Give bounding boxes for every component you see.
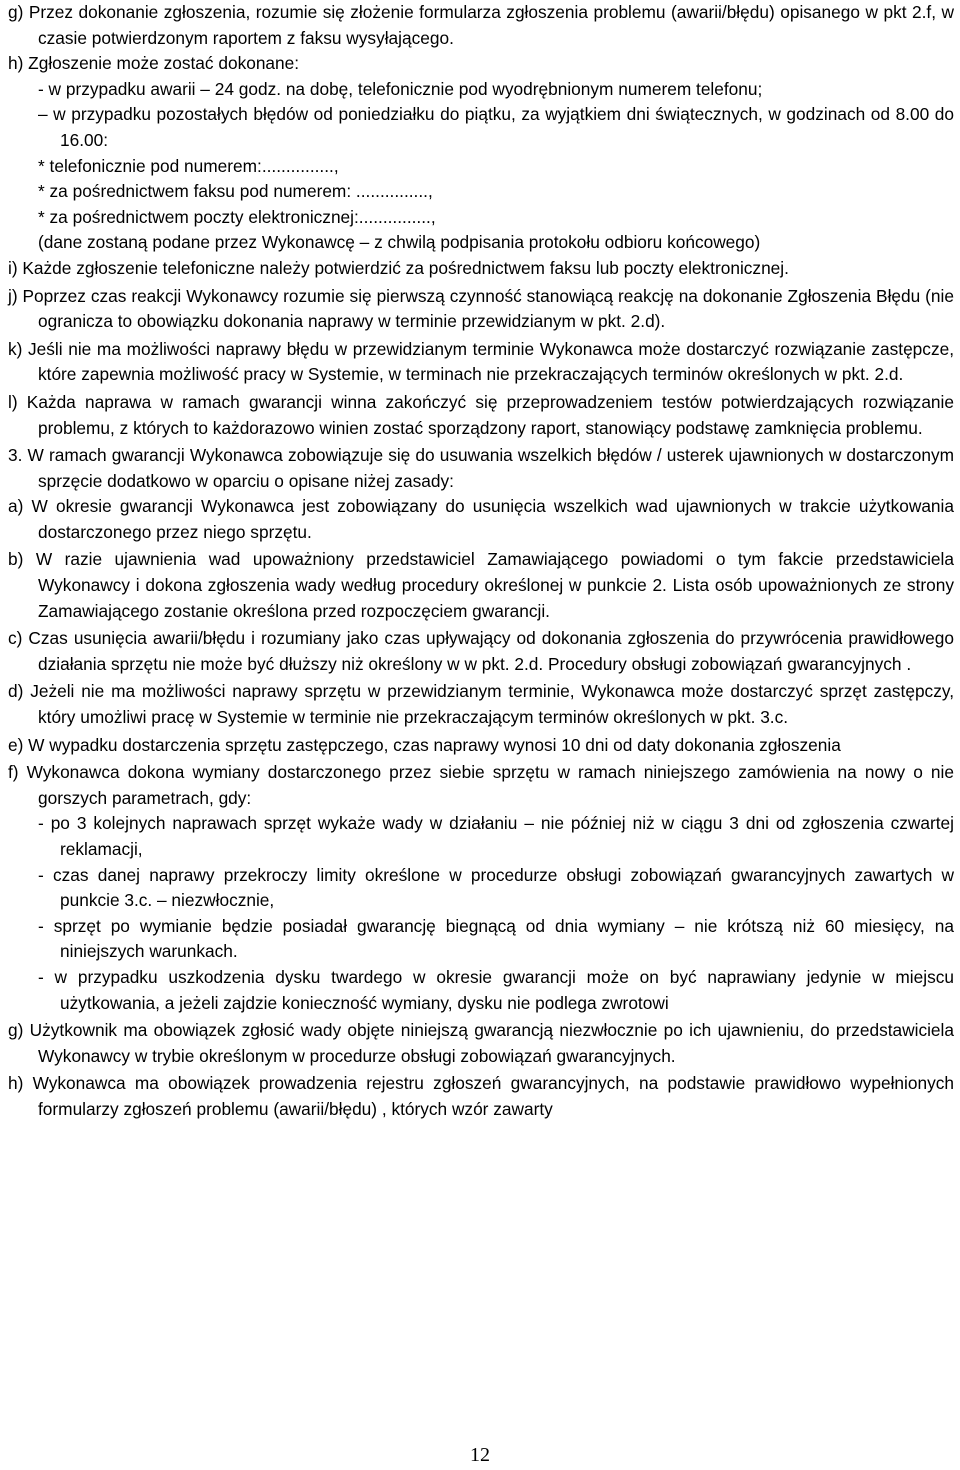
paragraph-2k: k) Jeśli nie ma możliwości naprawy błędu w przewidzianym terminie Wykonawca może dostarczyć rozwiązanie zastępcze, które zapewnia możliwość pracy w Systemie, w terminach nie przekraczających terminów określonych w pkt. 2.d.	[8, 338, 954, 385]
paragraph-3f	[8, 760, 954, 1016]
paragraph-3b: b) W razie ujawnienia wad upoważniony przedstawiciel Zamawiającego powiadomi o tym fakcie przedstawiciela Wykonawcy i dokona zgłoszenia wady według procedury określonej w punkcie 2. Lista osób upoważnionych ze strony Zamawiającego zostanie określona przed rozpoczęciem gwarancji.	[8, 549, 954, 621]
paragraph-2i: i) Każde zgłoszenie telefoniczne należy potwierdzić za pośrednictwem faksu lub poczty elektronicznej.	[8, 257, 789, 278]
paragraph-2h-intro: h) Zgłoszenie może zostać dokonane:	[8, 53, 300, 74]
paragraph-3e: e) W wypadku dostarczenia sprzętu zastępczego, czas naprawy wynosi 10 dni od daty dokonania zgłoszenia	[8, 734, 841, 755]
paragraph-2h-contact-list	[8, 154, 954, 256]
paragraph-2j: j) Poprzez czas reakcji Wykonawcy rozumie się pierwszą czynność stanowiącą reakcję na dokonanie Zgłoszenia Błędu (nie ogranicza to obowiązku dokonania naprawy w terminie przewidzianym w pkt. 2.d).	[8, 285, 954, 332]
page-number: 12	[470, 1444, 490, 1466]
paragraph-2g: g) Przez dokonanie zgłoszenia, rozumie się złożenie formularza zgłoszenia problemu (awarii/błędu) opisanego w pkt 2.f, w czasie potwierdzonym raportem z faksu wysyłającego.	[8, 2, 954, 48]
list-item: - czas danej naprawy przekroczy limity określone w procedurze obsługi zobowiązań gwarancyjnych zawartych w punkcie 3.c. – niezwłocznie,	[38, 864, 954, 911]
list-item: – w przypadku pozostałych błędów od poniedziałku do piątku, za wyjątkiem dni świątecznych, w godzinach od 8.00 do 16.00:	[38, 104, 954, 150]
paragraph-2h-note: (dane zostaną podane przez Wykonawcę – z chwilą podpisania protokołu odbioru końcowego)	[38, 232, 761, 253]
list-item: - w przypadku awarii – 24 godz. na dobę, telefonicznie pod wyodrębnionym numerem telefonu;	[38, 78, 763, 99]
paragraph-3a: a) W okresie gwarancji Wykonawca jest zobowiązany do usunięcia wszelkich wad ujawnionych w trakcie użytkowania dostarczonego przez niego sprzętu.	[8, 496, 954, 542]
section-3-intro: 3. W ramach gwarancji Wykonawca zobowiązuje się do usuwania wszelkich błędów / usterek ujawnionych w dostarczonym sprzęcie dodatkowo w oparciu o opisane niżej zasady:	[8, 445, 954, 491]
paragraph-3h: h) Wykonawca ma obowiązek prowadzenia rejestru zgłoszeń gwarancyjnych, na podstawie prawidłowo wypełnionych formularzy zgłoszeń problemu (awarii/błędu) , których wzór zawarty	[8, 1073, 954, 1119]
list-item: - w przypadku uszkodzenia dysku twardego w okresie gwarancji może on być naprawiany jedynie w miejscu użytkowania, a jeżeli zajdzie konieczność wymiany, dysku nie podlega zwrotowi	[38, 966, 954, 1013]
list-item: * za pośrednictwem faksu pod numerem: ...............,	[38, 181, 433, 202]
paragraph-3c: c) Czas usunięcia awarii/błędu i rozumiany jako czas upływający od dokonania zgłoszenia do przywrócenia prawidłowego działania sprzętu nie może być dłuższy niż określony w w pkt. 2.d. Procedury obsługi zobowiązań gwarancyjnych .	[8, 628, 954, 674]
paragraph-3d: d) Jeżeli nie ma możliwości naprawy sprzętu w przewidzianym terminie, Wykonawca może dostarczyć sprzęt zastępczy, który umożliwi pracę w Systemie w terminie nie przekraczającym terminów określonych w pkt. 3.c.	[8, 681, 954, 728]
list-item: - sprzęt po wymianie będzie posiadał gwarancję biegnącą od dnia wymiany – nie krótszą niż 60 miesięcy, na niniejszych warunkach.	[38, 915, 954, 962]
list-item: - po 3 kolejnych naprawach sprzęt wykaże wady w działaniu – nie później niż w ciągu 3 dni od zgłoszenia czwartej reklamacji,	[38, 813, 954, 859]
paragraph-3f-list	[8, 811, 954, 1016]
paragraph-3g: g) Użytkownik ma obowiązek zgłosić wady objęte niniejszą gwarancją niezwłocznie po ich ujawnieniu, do przedstawiciela Wykonawcy w trybie określonym w procedurze obsługi zobowiązań gwarancyjnych.	[8, 1020, 954, 1066]
list-item: * telefonicznie pod numerem:...............,	[38, 155, 339, 176]
paragraph-2h-dash-list	[8, 77, 954, 154]
paragraph-2l: l) Każda naprawa w ramach gwarancji winna zakończyć się przeprowadzeniem testów potwierdzających rozwiązanie problemu, z których to każdorazowo winien zostać sporządzony raport, stanowiący podstawę zamknięcia problemu.	[8, 391, 954, 438]
paragraph-3f-intro: f) Wykonawca dokona wymiany dostarczonego przez siebie sprzętu w ramach niniejszego zamówienia na nowy o nie gorszych parametrach, gdy:	[8, 762, 954, 808]
paragraph-2h	[8, 51, 954, 256]
document-body	[8, 0, 954, 1123]
list-item: * za pośrednictwem poczty elektronicznej:...............,	[38, 206, 436, 227]
